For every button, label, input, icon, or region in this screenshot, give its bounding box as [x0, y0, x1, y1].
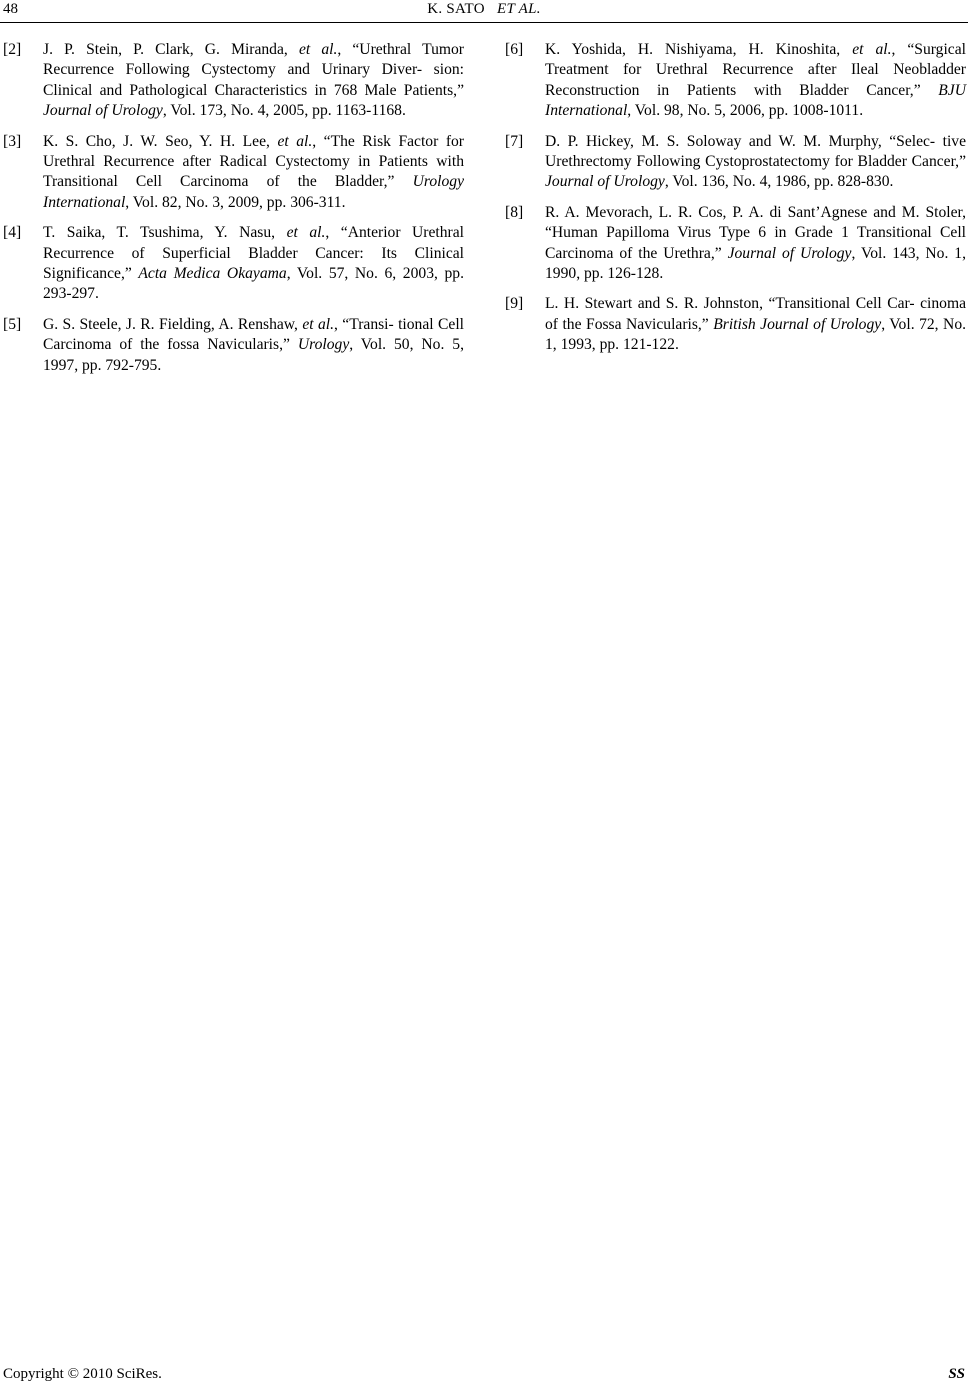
reference-segment: D. P. Hickey, M. S. Soloway and W. M. Murphy, “Selec- tive Urethrectomy Following Cystoprostatectomy for Bladder Cancer,”: [545, 132, 966, 171]
reference-italic: Urology: [297, 336, 350, 354]
reference-entry: [3, 40, 464, 122]
reference-text: [545, 132, 966, 193]
reference-italic: Journal of Urology: [727, 244, 852, 262]
reference-italic: Acta Medica Okayama: [138, 265, 287, 283]
reference-segment: K. Yoshida, H. Nishiyama, H. Kinoshita,: [545, 41, 853, 58]
reference-segment: , “Surgical Treatment for Urethral Recurrence after Ileal Neobladder Reconstruction in Patients with Bladder Cancer,”: [545, 41, 966, 99]
reference-segment: , Vol. 57, No. 6, 2003, pp. 293-297.: [43, 265, 464, 303]
reference-segment: G. S. Steele, J. R. Fielding, A. Renshaw,: [43, 315, 303, 333]
reference-number: [7]: [505, 132, 524, 150]
reference-number: [2]: [3, 41, 22, 58]
references-right-column: [505, 40, 966, 366]
header-rule: [0, 22, 968, 23]
reference-segment: , “Urethral Tumor Recurrence Following Cystectomy and Urinary Diver- sion: Clinical and Pathological Characteristics in 768 Male Patients,”: [43, 41, 464, 99]
reference-segment: , “The Risk Factor for Urethral Recurrence after Radical Cystectomy in Patients with Transitional Cell Carcinoma of the Bladder,”: [43, 132, 464, 191]
page-number: 48: [3, 1, 18, 17]
reference-segment: , Vol. 173, No. 4, 2005, pp. 1163-1168.: [162, 102, 406, 120]
running-header: [0, 0, 968, 22]
reference-number: [3]: [3, 132, 22, 150]
reference-italic: et al.: [277, 132, 313, 150]
running-et-al: ET AL.: [497, 1, 541, 17]
reference-text: [545, 40, 966, 122]
reference-number: [4]: [3, 224, 22, 242]
references-left-column: [3, 40, 464, 386]
reference-text: [545, 203, 966, 285]
reference-number: [9]: [505, 295, 524, 313]
reference-segment: , Vol. 50, No. 5, 1997, pp. 792-795.: [43, 336, 464, 374]
reference-text: [43, 223, 464, 305]
reference-segment: , “Transi- tional Cell Carcinoma of the fossa Navicularis,”: [43, 315, 464, 354]
reference-italic: et al.: [298, 41, 338, 58]
reference-italic: et al.: [302, 315, 335, 333]
reference-entry: [505, 132, 966, 193]
reference-segment: , Vol. 98, No. 5, 2006, pp. 1008-1011.: [627, 102, 864, 120]
reference-italic: British Journal of Urology: [713, 315, 882, 333]
reference-italic: BJU International: [545, 81, 966, 120]
running-title: [0, 1, 968, 18]
reference-italic: et al.: [852, 41, 892, 58]
reference-entry: [505, 203, 966, 285]
reference-segment: , Vol. 82, No. 3, 2009, pp. 306-311.: [125, 193, 346, 211]
reference-text: [43, 132, 464, 214]
reference-segment: , Vol. 143, No. 1, 1990, pp. 126-128.: [545, 244, 966, 283]
reference-segment: K. S. Cho, J. W. Seo, Y. H. Lee,: [43, 132, 278, 150]
reference-number: [5]: [3, 315, 22, 333]
reference-segment: , Vol. 72, No. 1, 1993, pp. 121-122.: [545, 315, 967, 354]
reference-segment: , Vol. 136, No. 4, 1986, pp. 828-830.: [664, 173, 894, 191]
reference-segment: R. A. Mevorach, L. R. Cos, P. A. di Sant’Agnese and M. Stoler, “Human Papilloma Virus Type 6 in Grade 1 Transitional Cell Carcinoma of the Urethra,”: [545, 203, 966, 262]
reference-entry: [505, 294, 966, 355]
reference-entry: [3, 315, 464, 376]
running-author: K. SATO: [427, 1, 485, 17]
reference-text: [43, 40, 464, 122]
reference-entry: [3, 132, 464, 214]
copyright-notice: Copyright © 2010 SciRes.: [3, 1366, 162, 1382]
reference-italic: Journal of Urology: [545, 173, 665, 191]
reference-italic: Journal of Urology: [43, 102, 163, 120]
reference-number: [6]: [505, 41, 524, 58]
reference-text: [43, 315, 464, 376]
reference-segment: T. Saika, T. Tsushima, Y. Nasu,: [43, 224, 287, 242]
journal-abbrev: SS: [948, 1366, 965, 1382]
reference-italic: Urology International: [43, 173, 464, 211]
reference-number: [8]: [505, 203, 524, 221]
reference-entry: [3, 223, 464, 305]
reference-italic: et al.: [286, 224, 326, 242]
reference-text: [545, 294, 966, 355]
reference-entry: [505, 40, 966, 122]
page-footer: [0, 1364, 968, 1386]
reference-segment: , “Anterior Urethral Recurrence of Superficial Bladder Cancer: Its Clinical Significance,”: [43, 224, 464, 283]
reference-segment: L. H. Stewart and S. R. Johnston, “Transitional Cell Car- cinoma of the Fossa Navicularis,”: [545, 295, 966, 333]
reference-segment: J. P. Stein, P. Clark, G. Miranda,: [43, 41, 299, 58]
